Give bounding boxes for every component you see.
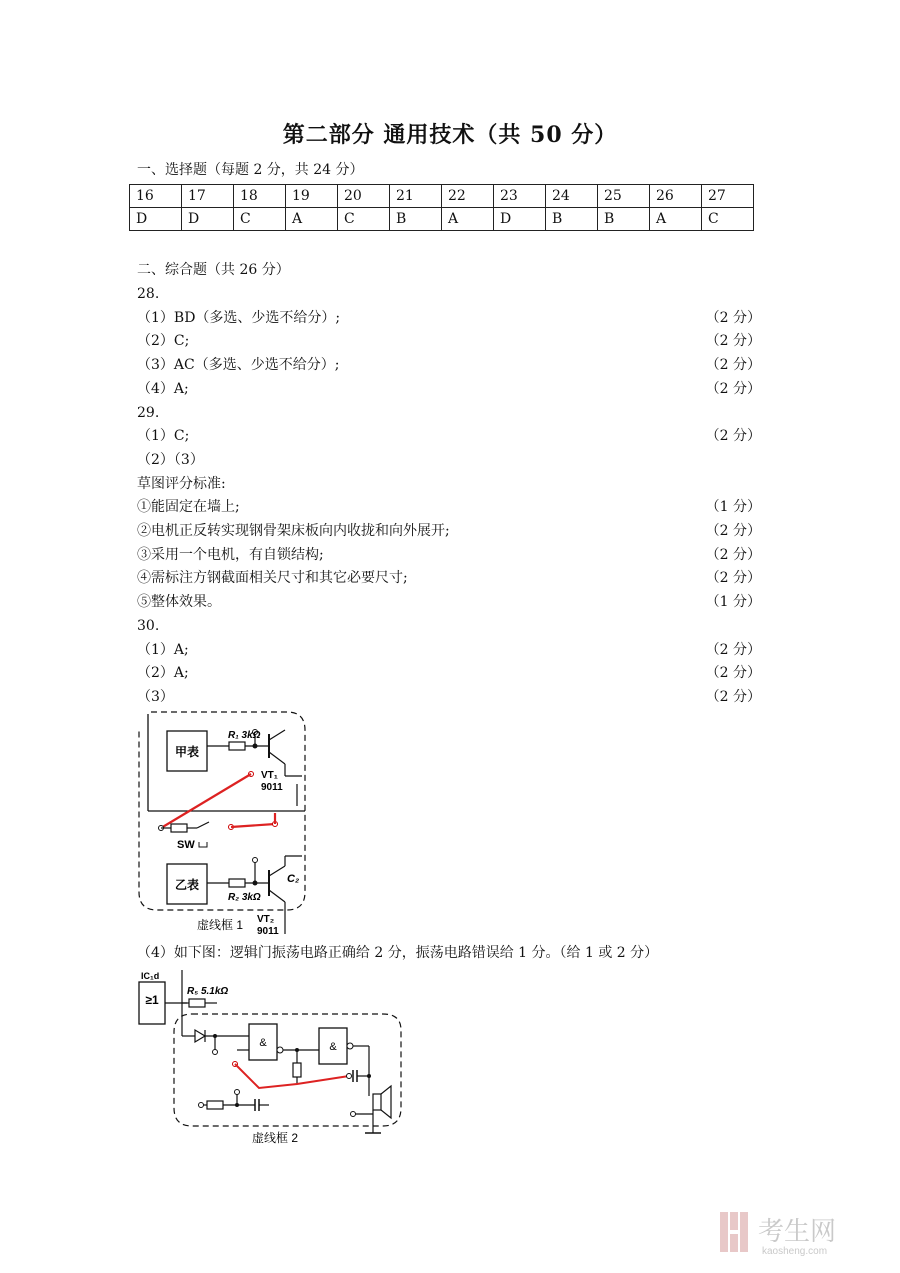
answer-row (137, 402, 761, 424)
answer-cell: C (338, 208, 390, 231)
answer-row (137, 520, 761, 542)
question-number: 19 (286, 185, 338, 208)
answer-row (137, 567, 761, 589)
question-number: 21 (390, 185, 442, 208)
answer-row-text: （3） (137, 688, 174, 705)
logo-text: 考生网 (758, 1217, 837, 1247)
answer-row-text: ③采用一个电机，有自锁结构; (137, 546, 324, 563)
jia-meter-label: 甲表 (174, 745, 200, 759)
answer-row-score: （1 分） (705, 594, 761, 611)
answer-cell: D (130, 208, 182, 231)
answer-row-text: （1）A; (137, 641, 189, 658)
answer-row (137, 354, 761, 376)
answer-cell: C (702, 208, 754, 231)
answer-row-text: 30. (137, 617, 160, 634)
answer-row-text: （2）（3） (137, 451, 204, 468)
answer-row (137, 449, 761, 471)
answer-row-score: （2 分） (705, 641, 761, 658)
dashed-box-1-caption: 虚线框 1 (197, 918, 244, 932)
answer-cell: C (234, 208, 286, 231)
answer-row-text: ①能固定在墙上; (137, 499, 240, 516)
answer-cell: B (598, 208, 650, 231)
section1-heading: 一、选择题（每题 2 分，共 24 分） (137, 162, 364, 178)
kaosheng-logo (718, 1208, 878, 1262)
vt2-label: VT₂ (257, 914, 275, 925)
answer-row-text: ④需标注方钢截面相关尺寸和其它必要尺寸; (137, 570, 408, 587)
answer-row (137, 283, 761, 305)
question-number: 17 (182, 185, 234, 208)
answer-row (137, 425, 761, 447)
question-30-4-text: （4）如下图：逻辑门振荡电路正确给 2 分，振荡电路错误给 1 分。（给 1 或 2 分） (137, 945, 659, 961)
question-number: 16 (130, 185, 182, 208)
answer-table-answers-row (130, 208, 754, 231)
answer-row (137, 473, 761, 495)
answer-row-score: （2 分） (705, 380, 761, 397)
answer-cell: D (494, 208, 546, 231)
answer-row-text: ⑤整体效果。 (137, 594, 221, 611)
and-gate-1-symbol: & (259, 1037, 267, 1049)
c2-label: C₂ (287, 873, 300, 885)
answer-row (137, 544, 761, 566)
section2-heading: 二、综合题（共 26 分） (137, 262, 290, 278)
circuit-figure-2 (137, 968, 407, 1148)
question-number: 24 (546, 185, 598, 208)
answer-row-score: （2 分） (705, 333, 761, 350)
answer-row-score: （2 分） (705, 688, 761, 705)
answer-row-score: （2 分） (705, 546, 761, 563)
answer-row-score: （2 分） (705, 570, 761, 587)
answer-row-score: （2 分） (705, 357, 761, 374)
switch-label: SW (177, 839, 195, 851)
answer-row-score: （2 分） (705, 428, 761, 445)
answer-cell: B (546, 208, 598, 231)
question-number: 22 (442, 185, 494, 208)
answer-table (129, 184, 754, 231)
answer-row-text: （2）C; (137, 333, 190, 350)
vt2-model: 9011 (257, 926, 279, 936)
answer-row (137, 307, 761, 329)
answer-row-text: （1）BD（多选、少选不给分）; (137, 309, 341, 326)
vt1-model: 9011 (261, 782, 283, 793)
answer-row-text: 草图评分标准: (137, 475, 226, 492)
answer-table-numbers-row (130, 185, 754, 208)
or-gate-symbol: ≥1 (145, 993, 159, 1007)
logo-subtext: kaosheng.com (762, 1246, 828, 1257)
question-number: 27 (702, 185, 754, 208)
dashed-box-2-caption: 虚线框 2 (251, 1131, 299, 1145)
page-title: 第二部分 通用技术（共 50 分） (282, 122, 618, 148)
answer-row-score: （2 分） (705, 523, 761, 539)
answer-row (137, 591, 761, 613)
answer-row-text: （1）C; (137, 428, 190, 445)
r5-label: R₅ 5.1kΩ (187, 986, 229, 997)
answer-row (137, 686, 761, 708)
answer-row-score: （2 分） (705, 309, 761, 326)
and-gate-2-symbol: & (329, 1041, 337, 1053)
question-number: 25 (598, 185, 650, 208)
answer-cell: A (286, 208, 338, 231)
question-number: 18 (234, 185, 286, 208)
answer-row-text: 29. (137, 404, 160, 421)
answer-row-text: （4）A; (137, 380, 189, 397)
ic-label: IC₁d (141, 971, 160, 981)
question-number: 20 (338, 185, 390, 208)
answer-row (137, 330, 761, 352)
answer-row-text: （3）AC（多选、少选不给分）; (137, 357, 340, 374)
answer-row-text: （2）A; (137, 665, 189, 682)
answer-row (137, 496, 761, 518)
question-number: 23 (494, 185, 546, 208)
answer-row (137, 378, 761, 400)
r1-label: R₁ 3kΩ (228, 730, 261, 741)
answer-row-text: ②电机正反转实现钢骨架床板向内收拢和向外展开; (137, 523, 450, 539)
question-number: 26 (650, 185, 702, 208)
answer-row (137, 639, 761, 661)
answer-cell: A (650, 208, 702, 231)
answer-cell: D (182, 208, 234, 231)
answer-cell: A (442, 208, 494, 231)
vt1-label: VT₁ (261, 770, 278, 781)
answer-row-score: （2 分） (705, 665, 761, 682)
answer-row (137, 662, 761, 684)
r2-label: R₂ 3kΩ (228, 892, 261, 903)
answer-row (137, 615, 761, 637)
answer-row-score: （1 分） (705, 499, 761, 516)
yi-meter-label: 乙表 (174, 878, 200, 892)
answer-row-text: 28. (137, 286, 160, 302)
circuit-figure-1 (137, 706, 312, 936)
answer-cell: B (390, 208, 442, 231)
